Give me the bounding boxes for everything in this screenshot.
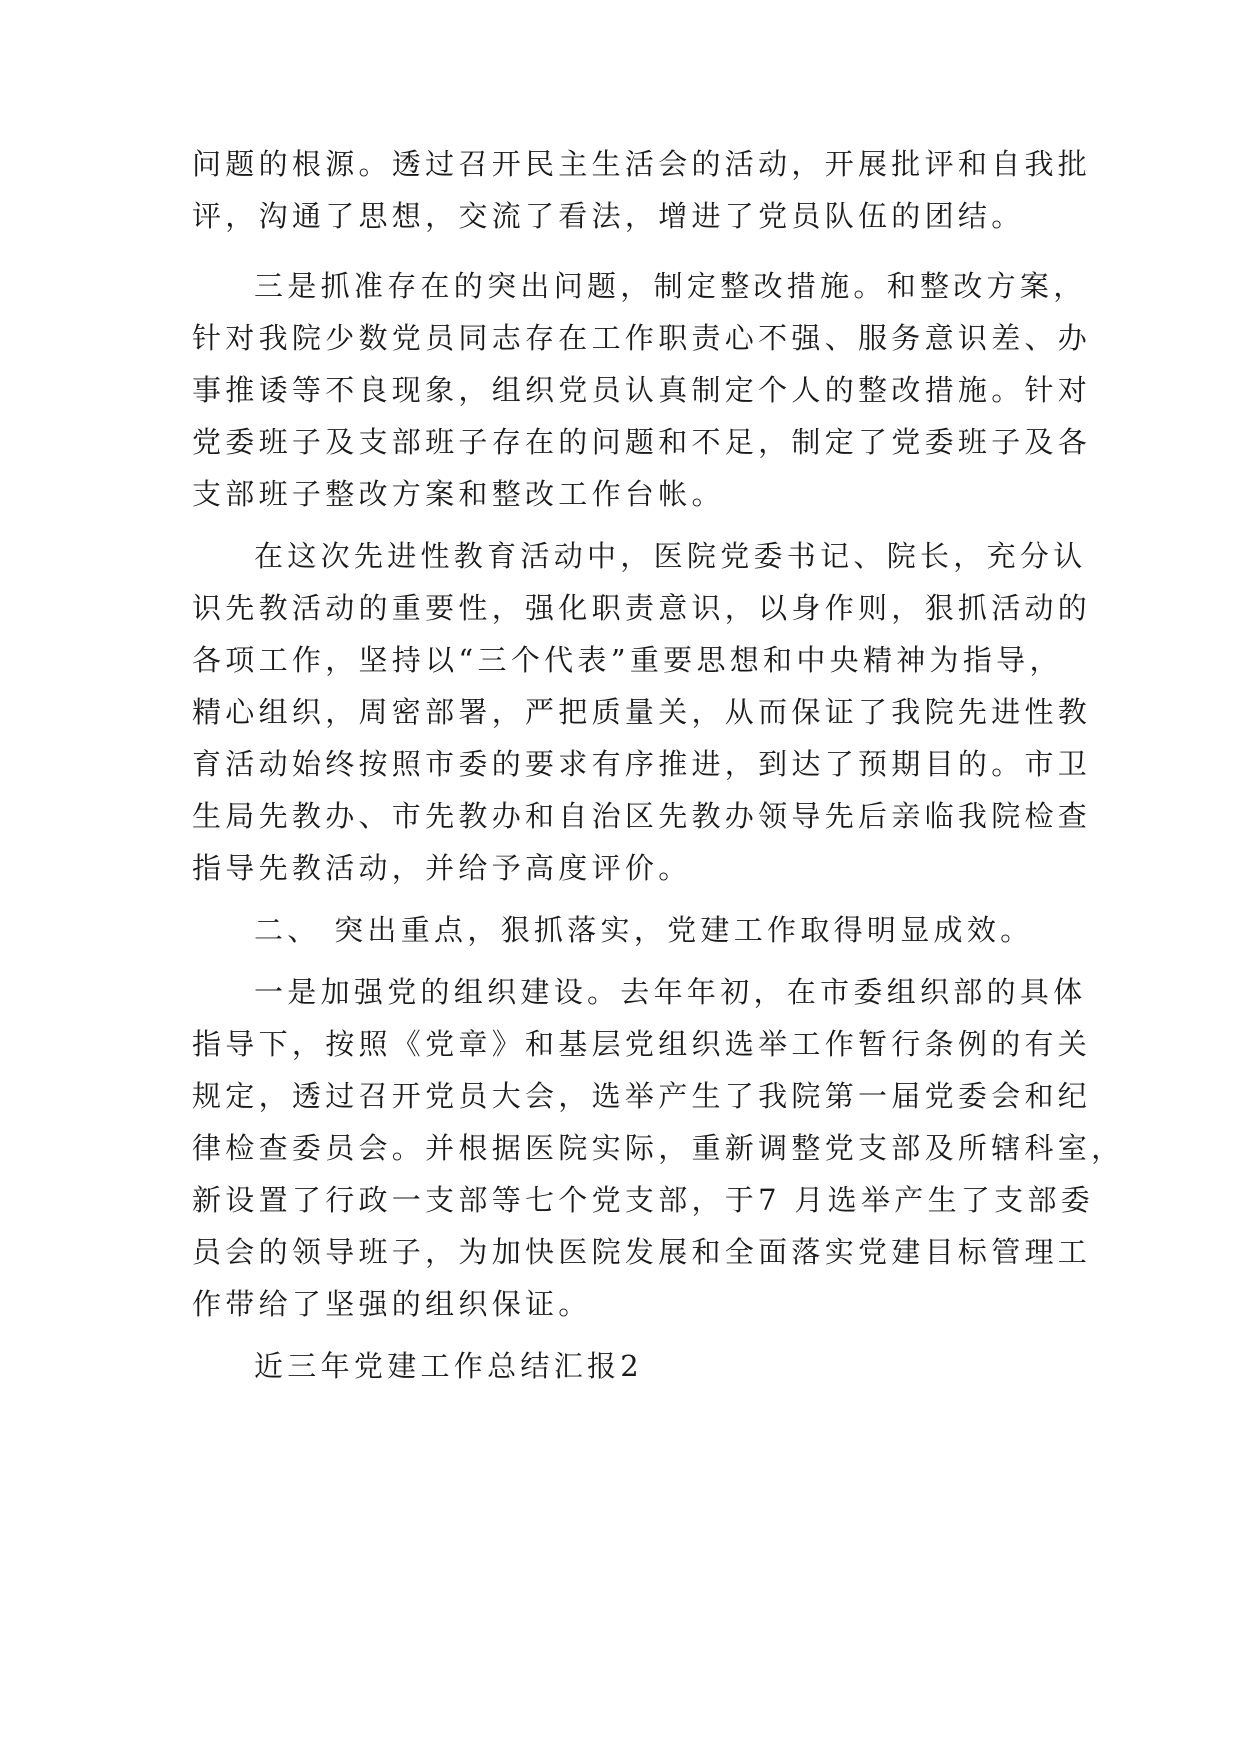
- text-line: 作带给了坚强的组织保证。: [192, 1287, 592, 1321]
- text-line: 生局先教办、市先教办和自治区先教办领导先后亲临我院检查: [192, 799, 1092, 833]
- text-line: 识先教活动的重要性，强化职责意识，以身作则，狠抓活动的: [192, 591, 1092, 625]
- text-line: 规定，透过召开党员大会，选举产生了我院第一届党委会和纪: [192, 1079, 1092, 1113]
- text-line: 指导先教活动，并给予高度评价。: [192, 851, 692, 885]
- text-line: 育活动始终按照市委的要求有序推进，到达了预期目的。市卫: [192, 747, 1092, 781]
- paragraph-start-line: 三是抓准存在的突出问题，制定整改措施。和整改方案，: [254, 269, 1087, 303]
- text-line: 评，沟通了思想，交流了看法，增进了党员队伍的团结。: [192, 199, 1025, 233]
- section-heading: 二、 突出重点，狠抓落实，党建工作取得明显成效。: [254, 913, 1034, 947]
- text-line: 党委班子及支部班子存在的问题和不足，制定了党委班子及各: [192, 425, 1092, 459]
- text-line: 支部班子整改方案和整改工作台帐。: [192, 477, 725, 511]
- text-line: 律检查委员会。并根据医院实际，重新调整党支部及所辖科室，: [192, 1131, 1125, 1165]
- section-title: 近三年党建工作总结汇报2: [254, 1349, 644, 1383]
- text-line: 各项工作，坚持以“三个代表”重要思想和中央精神为指导，: [192, 643, 1063, 677]
- paragraph-start-line: 一是加强党的组织建设。去年年初，在市委组织部的具体: [254, 975, 1087, 1009]
- text-line: 事推诿等不良现象，组织党员认真制定个人的整改措施。针对: [192, 373, 1092, 407]
- text-line: 新设置了行政一支部等七个党支部，于7 月选举产生了支部委: [192, 1183, 1095, 1217]
- text-line: 精心组织，周密部署，严把质量关，从而保证了我院先进性教: [192, 695, 1092, 729]
- text-line: 员会的领导班子，为加快医院发展和全面落实党建目标管理工: [192, 1235, 1092, 1269]
- paragraph-start-line: 在这次先进性教育活动中，医院党委书记、院长，充分认: [254, 539, 1087, 573]
- text-line: 指导下，按照《党章》和基层党组织选举工作暂行条例的有关: [192, 1027, 1092, 1061]
- text-line: 问题的根源。透过召开民主生活会的活动，开展批评和自我批: [192, 147, 1092, 181]
- text-line: 针对我院少数党员同志存在工作职责心不强、服务意识差、办: [192, 321, 1092, 355]
